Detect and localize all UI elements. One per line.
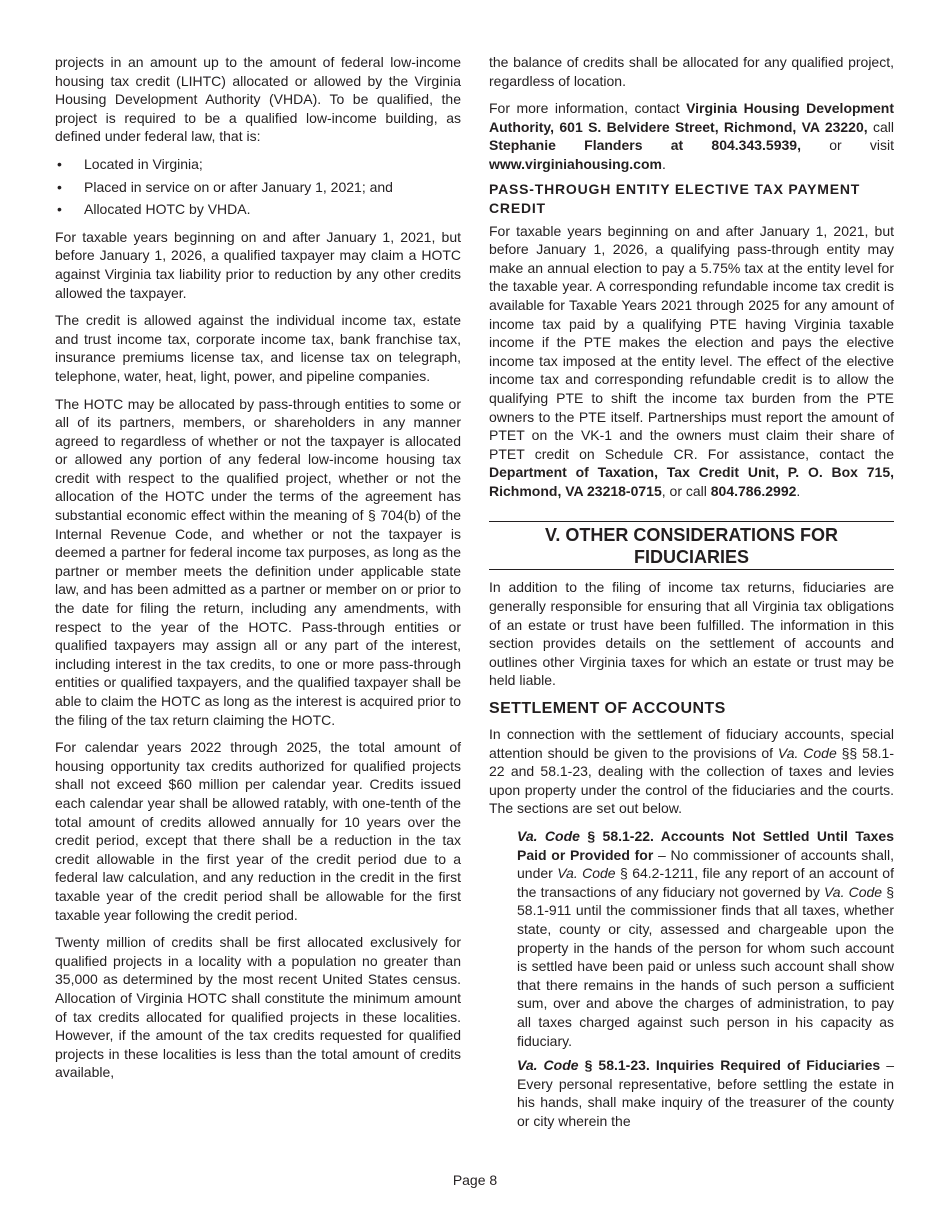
left-column bbox=[55, 53, 461, 1091]
va-code-ref: Va. Code bbox=[557, 865, 616, 882]
ptet-heading: PASS-THROUGH ENTITY ELECTIVE TAX PAYMENT CREDIT bbox=[489, 180, 861, 216]
contact-text: For more information, contact bbox=[489, 100, 687, 117]
code-58-1-23-paragraph bbox=[517, 1056, 894, 1130]
settlement-text: In connection with the settlement of fiduciary accounts, special attention should be given to the provisions of bbox=[489, 726, 894, 761]
code-section-title: § 58.1-23. Inquiries Required of Fiduciaries bbox=[578, 1057, 881, 1074]
va-code-ref: Va. Code bbox=[777, 744, 837, 761]
ptet-text: , or call bbox=[661, 482, 711, 499]
code-58-1-22-paragraph bbox=[517, 827, 894, 1050]
hotc-allocation-paragraph: The HOTC may be allocated by pass-through entities to some or all of its partners, members, or shareholders in any manner agreed to regardless of whether or not the taxpayer is allocated or allowed any portion of any federal low-income housing tax credit with respect to the qualified project, whether or not the allocation of the HOTC under the terms of the agreement has substantial economic effect within the meaning of § 704(b) of the Internal Revenue Code, and whether or not the taxpayer is deemed a partner for federal income tax purposes, as long as the partner or member meets the definition under applicable state law, and has been admitted as a partner or member on or prior to the date for filing the return, including any amendments, with respect to the year of the HOTC. Pass-through entities or qualified taxpayers may assign all or any part of the interest, including interest in the tax credits, to one or more pass-through entities or qualified taxpayers, and the qualified taxpayer shall be able to claim the HOTC as long as the interest is acquired prior to the filing of the tax return claiming the HOTC. bbox=[55, 395, 461, 728]
contact-phone: Stephanie Flanders at 804.343.5939, bbox=[489, 137, 801, 154]
contact-text: . bbox=[661, 155, 666, 172]
va-code-ref: Va. Code bbox=[517, 1057, 579, 1074]
code-text: § 58.1-911 until the commissioner finds that all taxes, whether state, county or city, assessed and chargeable upon the property in the hands of the person for whom such account is settled have been paid or unless such account shall show that there remains in the hands of such person a sufficient sum, over and above the charges of administration, to pay all taxes charged against such person in his capacity as fiduciary. bbox=[517, 883, 894, 1049]
qualification-list bbox=[55, 155, 461, 219]
code-text: § 64.2-1211, file any report of an account of the transactions of any fiduciary not governed by bbox=[517, 865, 894, 900]
code-section-title: § 58.1-22. Accounts Not Settled Until Taxes Paid or Provided for bbox=[517, 828, 894, 863]
list-item: • Allocated HOTC by VHDA. bbox=[55, 200, 461, 219]
ptet-paragraph bbox=[489, 222, 894, 501]
contact-text: call bbox=[867, 118, 894, 135]
settlement-paragraph bbox=[489, 725, 894, 818]
contact-text: or visit bbox=[800, 137, 894, 154]
hotc-intro-paragraph: projects in an amount up to the amount of federal low-income housing tax credit (LIHTC) allocated or allowed by the Virginia Housing Development Authority (VHDA). To be qualified, the project is required to be a qualified low-income building, as defined under federal law, that is: bbox=[55, 54, 461, 145]
hotc-taxable-years-paragraph: For taxable years beginning on and after January 1, 2021, but before January 1, 2026, a qualified taxpayer may claim a HOTC against Virginia tax liability prior to reduction by any other credits allowed the taxpayer. bbox=[55, 228, 461, 301]
balance-paragraph: the balance of credits shall be allocated for any qualified project, regardless of location. bbox=[489, 54, 894, 89]
code-text: – Every personal representative, before settling the estate in his hands, shall make inquiry of the treasurer of the county or city wherein the bbox=[517, 1057, 894, 1129]
vhda-website: www.virginiahousing.com bbox=[489, 155, 662, 172]
tax-credit-unit-address: Department of Taxation, Tax Credit Unit, P. O. Box 715, Richmond, VA 23218-0715 bbox=[489, 464, 894, 499]
section-intro-paragraph: In addition to the filing of income tax returns, fiduciaries are generally responsible for ensuring that all Virginia tax obligations of an estate or trust have been fulfilled. The information in this section provides details on the settlement of accounts and outlines other Virginia taxes for which an estate or trust may be held liable. bbox=[489, 579, 894, 689]
section-title: V. OTHER CONSIDERATIONS FOR FIDUCIARIES bbox=[489, 521, 894, 570]
settlement-text: §§ 58.1-22 and 58.1-23, dealing with the collection of taxes and levies upon property under the control of the fiduciaries and the courts. The sections are set out below. bbox=[489, 744, 895, 817]
list-item: • Located in Virginia; bbox=[55, 155, 461, 174]
settlement-heading: SETTLEMENT OF ACCOUNTS bbox=[489, 700, 726, 718]
va-code-ref: Va. Code bbox=[823, 883, 883, 900]
contact-paragraph bbox=[489, 99, 894, 173]
tax-credit-unit-phone: 804.786.2992 bbox=[710, 482, 797, 499]
vhda-address: Virginia Housing Development Authority, 601 S. Belvidere Street, Richmond, VA 23220, bbox=[489, 100, 894, 135]
ptet-text: . bbox=[796, 482, 801, 499]
right-column bbox=[489, 53, 894, 1137]
va-code-ref: Va. Code bbox=[517, 828, 580, 844]
page-number: Page 8 bbox=[452, 1172, 498, 1188]
ptet-text: For taxable years beginning on and after January 1, 2021, but before January 1, 2026, a qualifying pass-through entity may make an annual election to pay a 5.75% tax at the entity level for the taxable year. A corresponding refundable income tax credit is available for Taxable Years 2021 through 2025 for any amount of income tax paid by a qualifying PTE having Virginia taxable income if the PTE makes the election and pays the elective income tax imposed at the entity level. The effect of the elective income tax and corresponding refundable credit is to allow the qualifying PTE to shift the income tax burden from the PTE owners to the PTE itself. Partnerships must report the amount of PTET on the VK-1 and the owners must claim their share of PTET credit on Schedule CR. For assistance, contact the bbox=[489, 222, 894, 462]
code-text: – No commissioner of accounts shall, under bbox=[517, 846, 894, 882]
hotc-allowed-taxes-paragraph: The credit is allowed against the individual income tax, estate and trust income tax, corporate income tax, bank franchise tax, insurance premiums license tax, and license tax on telegraph, telephone, water, heat, light, power, and pipeline companies. bbox=[55, 312, 461, 384]
hotc-locality-paragraph: Twenty million of credits shall be first allocated exclusively for qualified projects in a locality with a population no greater than 35,000 as determined by the most recent United States census. Allocation of Virginia HOTC shall constitute the minimum amount of tax credits allocated for qualified projects in these localities. However, if the amount of the tax credits requested for qualified projects in these localities is less than the total amount of credits available, bbox=[55, 934, 461, 1081]
hotc-calendar-years-paragraph: For calendar years 2022 through 2025, the total amount of housing opportunity tax credits authorized for qualified projects shall not exceed $60 million per calendar year. Credits issued each calendar year shall be allowed ratably, with one-tenth of the total amount of credits allowed annually for 10 years over the credit period, except that there shall be a reduction in the tax credit allowable in the first year of the credit period due to a federal law calculation, and any reduction in the credit in the first taxable year of the credit period shall be allowable for the first taxable year following the credit period. bbox=[55, 739, 461, 923]
list-item: • Placed in service on or after January 1, 2021; and bbox=[55, 178, 461, 197]
